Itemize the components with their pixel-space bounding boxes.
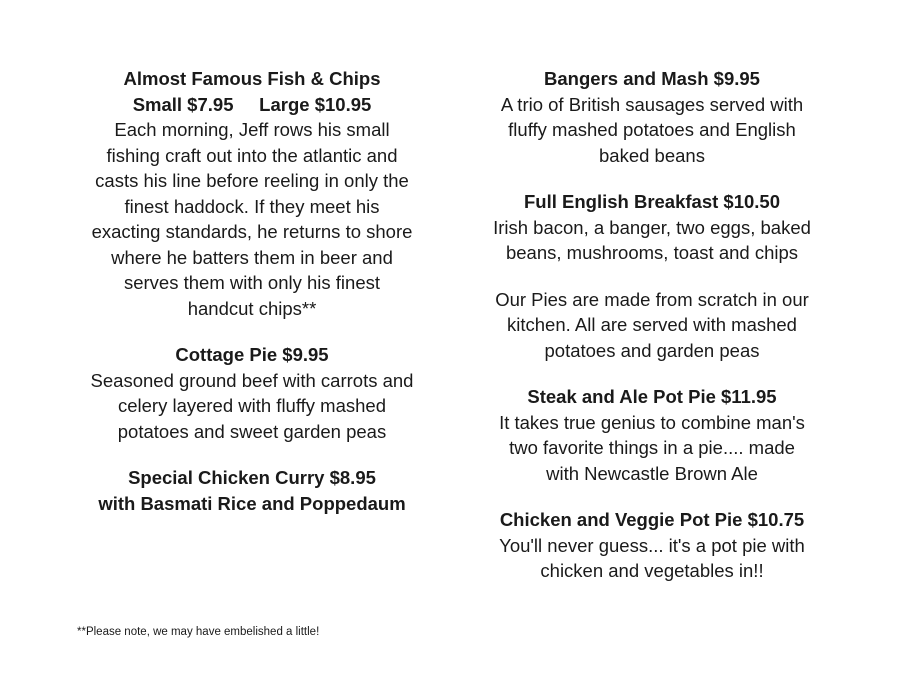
- item-title: Special Chicken Curry $8.95: [128, 467, 376, 488]
- item-title: Steak and Ale Pot Pie $11.95: [527, 386, 777, 407]
- footnote: **Please note, we may have embelished a little!: [77, 626, 320, 638]
- item-description-line: serves them with only his finest: [123, 272, 381, 293]
- item-description-line: baked beans: [599, 144, 705, 166]
- item-description-line: potatoes and garden peas: [544, 339, 760, 361]
- menu-item-cottage-pie: [62, 342, 442, 444]
- menu-right-column: [462, 66, 842, 605]
- item-description-line: two favorite things in a pie.... made: [509, 437, 795, 458]
- menu-item-chicken-curry: [62, 465, 442, 516]
- item-description-line: Seasoned ground beef with carrots and: [90, 369, 414, 391]
- item-description-line: celery layered with fluffy mashed: [117, 395, 387, 416]
- menu-item-chicken-veggie-pot-pie: [462, 507, 842, 584]
- menu-item-full-english-breakfast: [462, 189, 842, 266]
- item-description-line: Irish bacon, a banger, two eggs, baked: [493, 216, 811, 238]
- item-description-line: potatoes and sweet garden peas: [117, 420, 387, 442]
- item-description-line: handcut chips**: [187, 297, 317, 319]
- item-description-line: finest haddock. If they meet his: [124, 195, 380, 217]
- item-title: Almost Famous Fish & Chips: [123, 68, 381, 89]
- item-description-line: You'll never guess... it's a pot pie with: [499, 534, 805, 556]
- item-description-line: casts his line before reeling in only the: [95, 170, 409, 191]
- item-description-line: with Newcastle Brown Ale: [546, 462, 758, 484]
- item-description-line: beans, mushrooms, toast and chips: [505, 242, 799, 263]
- menu-item-fish-and-chips: [62, 66, 442, 321]
- item-description-line: kitchen. All are served with mashed: [507, 314, 797, 335]
- item-description-line: fluffy mashed potatoes and English: [508, 119, 796, 140]
- item-description-line: A trio of British sausages served with: [500, 93, 804, 115]
- item-description-line: fishing craft out into the atlantic and: [106, 144, 398, 166]
- item-description-line: Each morning, Jeff rows his small: [114, 119, 390, 140]
- item-description-line: chicken and vegetables in!!: [540, 560, 764, 581]
- item-title: Bangers and Mash $9.95: [544, 68, 760, 89]
- pies-intro: [462, 287, 842, 364]
- menu-item-steak-ale-pot-pie: [462, 384, 842, 486]
- item-subtitle: with Basmati Rice and Poppedaum: [98, 492, 406, 514]
- item-prices: Small $7.95 Large $10.95: [132, 93, 372, 115]
- item-description-line: where he batters them in beer and: [111, 246, 393, 268]
- item-description-line: Our Pies are made from scratch in our: [495, 288, 809, 310]
- item-title: Cottage Pie $9.95: [175, 344, 329, 365]
- item-title: Chicken and Veggie Pot Pie $10.75: [499, 509, 805, 530]
- menu-item-bangers-and-mash: [462, 66, 842, 168]
- item-description-line: It takes true genius to combine man's: [499, 411, 805, 433]
- item-title: Full English Breakfast $10.50: [523, 191, 781, 212]
- menu-left-column: [62, 66, 442, 537]
- item-description-line: exacting standards, he returns to shore: [91, 221, 413, 242]
